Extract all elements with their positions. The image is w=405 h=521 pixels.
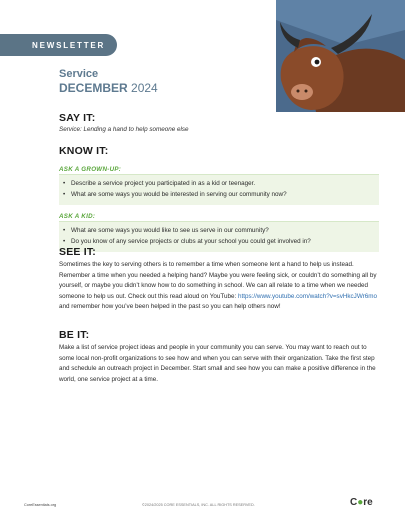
be-it-heading: BE IT: [59,329,90,341]
list-item [63,227,373,235]
ask-grownup-item-2: What are some ways you would be interested in serving our community now? [71,191,287,199]
newsletter-tab [0,34,117,56]
say-it-section [59,112,379,133]
logo-c: C [350,497,358,508]
title-year: 2024 [131,81,158,95]
bullet-dot-icon: • [63,191,66,199]
ask-kid-item-1: What are some ways you would like to see us serve in our community? [71,227,269,234]
see-it-text-2: and remember how you’ve been helped in the past so you can help others now! [59,303,281,311]
know-it-section [59,145,379,157]
ask-kid-item-2: Do you know of any service projects or clubs at your school you could get involved in? [71,238,311,246]
be-it-section [59,329,379,385]
be-it-body: Make a list of service project ideas and people in your community you can serve. You may want to reach out to some local non-profit organizations to see how and when you can serve with their organization. Take the first step and schedule an outreach project in December. Start small and see how you can make a positive difference in the world, one service project at a time. [59,344,376,383]
bullet-dot-icon: • [63,180,66,187]
list-item [63,180,373,188]
footer-site: CoreEssentials.org [24,503,57,507]
logo-rest: re [363,497,373,508]
ask-kid-label: ASK A KID: [59,212,98,220]
see-it-body [59,260,379,313]
know-it-heading: KNOW IT: [59,145,109,157]
youtube-link[interactable]: https://www.youtube.com/watch?v=svHkcJWr6mo [238,292,378,300]
say-it-definition: Service: Lending a hand to help someone else [59,126,189,133]
bullet-dot-icon: • [63,238,66,246]
title-month: DECEMBER [59,81,128,95]
ask-grownup-box [59,158,379,205]
see-it-heading: SEE IT: [59,246,96,258]
bullet-dot-icon: • [63,227,66,234]
ask-grownup-label: ASK A GROWN-UP: [59,165,124,173]
yak-illustration [276,0,405,112]
say-it-heading: SAY IT: [59,112,96,124]
title-block [59,68,158,96]
see-it-text-1: Sometimes the key to serving others is to remember a time when someone lent a hand to help us instead. Remember a time when you needed a helping hand? Maybe you were feeling sick, or couldn’t do something all by yourself, or maybe you didn’t know how to do something in school. We can all relate to a time when we needed someone to help us out. Check out this read aloud on YouTube: [59,261,377,300]
title-topic: Service [59,68,99,80]
core-logo [350,497,373,508]
footer-copyright: ©2024/2025 CORE ESSENTIALS, INC. ALL RIGHTS RESERVED. [142,503,255,507]
ask-grownup-item-1: Describe a service project you participated in as a kid or teenager. [71,180,256,187]
title-date [59,81,158,96]
see-it-section [59,246,379,313]
newsletter-tab-label: NEWSLETTER [32,40,106,50]
logo-o-icon: ● [357,497,364,508]
ask-grownup-panel [59,174,379,205]
list-item [63,191,373,199]
